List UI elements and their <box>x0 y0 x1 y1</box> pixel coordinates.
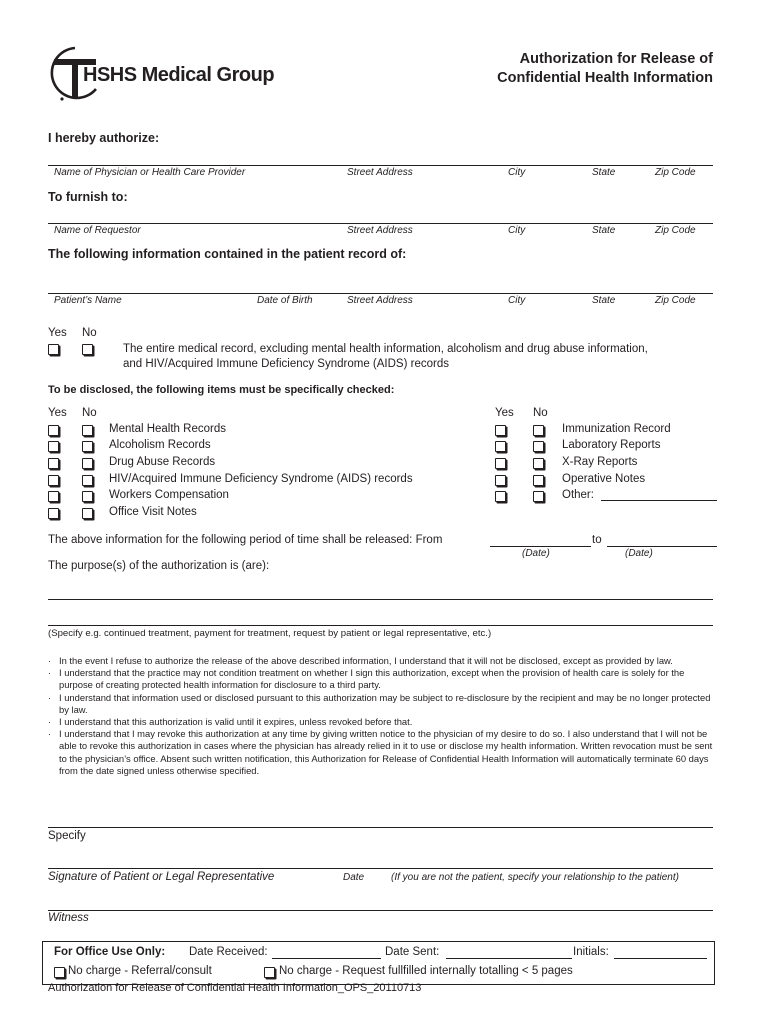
xray-no-checkbox[interactable] <box>533 458 544 469</box>
term-item: · I understand that I may revoke this authorization at any time by giving written notice to the physician of my desire to do so. I also understand that I will not be able to revoke this authorization in cases where the physician has already relied in it to use or disclose my health information. Written revocation must be sent to the physician’s office. Absent such written notification, this Authorization for Release of Confidential Health Information will automatically terminate 60 days from the date signed unless otherwise specified. <box>48 728 720 777</box>
signature-date-label: Date <box>343 872 365 883</box>
signature-note: (If you are not the patient, specify your relationship to the patient) <box>391 872 679 883</box>
field-label: City <box>508 295 526 306</box>
entire-record-no-checkbox[interactable] <box>82 344 93 355</box>
witness-line[interactable] <box>48 910 713 911</box>
field-label: State <box>592 295 616 306</box>
witness-label: Witness <box>48 912 89 924</box>
term-item: · I understand that the practice may not condition treatment on whether I sign this authorization, except when the provision of health care is solely for the purpose of creating protected health information for disclosure to a third party. <box>48 667 720 691</box>
term-item: · I understand that this authorization is valid until it expires, unless revoked before that. <box>48 716 720 728</box>
footer-text: Authorization for Release of Confidential Health Information_OPS_20110713 <box>48 982 422 994</box>
workers-comp-no-checkbox[interactable] <box>82 491 93 502</box>
form-title-line-2: Confidential Health Information <box>497 70 713 86</box>
form-title-line-1: Authorization for Release of <box>519 51 713 67</box>
item-hiv-aids: HIV/Acquired Immune Deficiency Syndrome (AIDS) records <box>109 473 413 485</box>
field-label: Patient’s Name <box>54 295 122 306</box>
office-visit-yes-checkbox[interactable] <box>48 508 59 519</box>
specific-heading: To be disclosed, the following items must be specifically checked: <box>48 384 395 396</box>
form-title <box>497 50 713 88</box>
yes-label: Yes <box>495 407 514 419</box>
field-label: Street Address <box>347 225 413 236</box>
hiv-aids-yes-checkbox[interactable] <box>48 475 59 486</box>
initials-label: Initials: <box>573 946 609 958</box>
drug-abuse-no-checkbox[interactable] <box>82 458 93 469</box>
from-date-field[interactable] <box>490 546 591 547</box>
item-other: Other: <box>562 489 594 501</box>
to-date-field[interactable] <box>607 546 717 547</box>
drug-abuse-yes-checkbox[interactable] <box>48 458 59 469</box>
purpose-line-1[interactable] <box>48 599 713 600</box>
purpose-line-2[interactable] <box>48 625 713 626</box>
operative-no-checkbox[interactable] <box>533 475 544 486</box>
field-label: Zip Code <box>655 225 696 236</box>
field-label: Name of Physician or Health Care Provider <box>54 167 246 178</box>
item-laboratory: Laboratory Reports <box>562 439 661 451</box>
item-drug-abuse: Drug Abuse Records <box>109 456 216 468</box>
field-label: Date of Birth <box>257 295 313 306</box>
field-label: Zip Code <box>655 167 696 178</box>
furnish-heading: To furnish to: <box>48 190 128 204</box>
specify-line[interactable] <box>48 827 713 828</box>
purpose-label: The purpose(s) of the authorization is (are): <box>48 560 270 572</box>
entire-record-yes-checkbox[interactable] <box>48 344 59 355</box>
entire-record-line-1: The entire medical record, excluding mental health information, alcoholism and drug abuse information, <box>123 343 648 355</box>
authorize-line[interactable] <box>48 165 713 166</box>
field-label: Street Address <box>347 167 413 178</box>
to-date-label: (Date) <box>625 548 653 559</box>
specify-label: Specify <box>48 830 86 842</box>
workers-comp-yes-checkbox[interactable] <box>48 491 59 502</box>
mental-health-yes-checkbox[interactable] <box>48 425 59 436</box>
yes-label: Yes <box>48 407 67 419</box>
office-visit-no-checkbox[interactable] <box>82 508 93 519</box>
immunization-no-checkbox[interactable] <box>533 425 544 436</box>
hiv-aids-no-checkbox[interactable] <box>82 475 93 486</box>
term-item: · I understand that information used or disclosed pursuant to this authorization may be subject to re-disclosure by the recipient and may be no longer protected by law. <box>48 692 720 716</box>
authorize-heading: I hereby authorize: <box>48 131 160 145</box>
mental-health-no-checkbox[interactable] <box>82 425 93 436</box>
specify-note: (Specify e.g. continued treatment, payment for treatment, request by patient or legal representative, etc.) <box>48 628 492 639</box>
laboratory-yes-checkbox[interactable] <box>495 441 506 452</box>
date-received-label: Date Received: <box>189 946 268 958</box>
from-date-label: (Date) <box>522 548 550 559</box>
furnish-line[interactable] <box>48 223 713 224</box>
entire-record-text <box>123 342 648 372</box>
signature-label: Signature of Patient or Legal Representative <box>48 871 275 883</box>
item-alcoholism: Alcoholism Records <box>109 439 211 451</box>
date-sent-field[interactable] <box>446 958 572 959</box>
item-workers-comp: Workers Compensation <box>109 489 229 501</box>
office-use-title: For Office Use Only: <box>54 946 166 958</box>
alcoholism-no-checkbox[interactable] <box>82 441 93 452</box>
no-label: No <box>533 407 548 419</box>
no-charge-internal-label: No charge - Request fullfilled internally totalling < 5 pages <box>279 965 573 977</box>
item-immunization: Immunization Record <box>562 423 671 435</box>
field-label: Zip Code <box>655 295 696 306</box>
item-office-visit: Office Visit Notes <box>109 506 197 518</box>
immunization-yes-checkbox[interactable] <box>495 425 506 436</box>
field-label: City <box>508 225 526 236</box>
item-xray: X-Ray Reports <box>562 456 638 468</box>
item-mental-health: Mental Health Records <box>109 423 226 435</box>
field-label: Street Address <box>347 295 413 306</box>
patient-line[interactable] <box>48 293 713 294</box>
xray-yes-checkbox[interactable] <box>495 458 506 469</box>
field-label: State <box>592 225 616 236</box>
other-no-checkbox[interactable] <box>533 491 544 502</box>
laboratory-no-checkbox[interactable] <box>533 441 544 452</box>
field-label: State <box>592 167 616 178</box>
yes-label: Yes <box>48 327 67 339</box>
no-charge-referral-checkbox[interactable] <box>54 967 65 978</box>
no-label: No <box>82 407 97 419</box>
field-label: Name of Requestor <box>54 225 141 236</box>
item-operative: Operative Notes <box>562 473 646 485</box>
field-label: City <box>508 167 526 178</box>
other-field[interactable] <box>601 500 717 501</box>
no-charge-referral-label: No charge - Referral/consult <box>68 965 212 977</box>
signature-line[interactable] <box>48 868 713 869</box>
no-charge-internal-checkbox[interactable] <box>264 967 275 978</box>
no-label: No <box>82 327 97 339</box>
terms-list <box>48 655 720 777</box>
entire-record-line-2: and HIV/Acquired Immune Deficiency Syndrome (AIDS) records <box>123 358 449 370</box>
period-to: to <box>592 534 602 546</box>
initials-field[interactable] <box>614 958 707 959</box>
date-sent-label: Date Sent: <box>385 946 440 958</box>
operative-yes-checkbox[interactable] <box>495 475 506 486</box>
patient-heading: The following information contained in the patient record of: <box>48 247 407 261</box>
term-item: · In the event I refuse to authorize the release of the above described information, I understand that it will not be disclosed, except as provided by law. <box>48 655 720 667</box>
date-received-field[interactable] <box>272 958 381 959</box>
other-yes-checkbox[interactable] <box>495 491 506 502</box>
alcoholism-yes-checkbox[interactable] <box>48 441 59 452</box>
period-text: The above information for the following period of time shall be released: From <box>48 534 443 546</box>
org-name: HSHS Medical Group <box>83 64 275 86</box>
